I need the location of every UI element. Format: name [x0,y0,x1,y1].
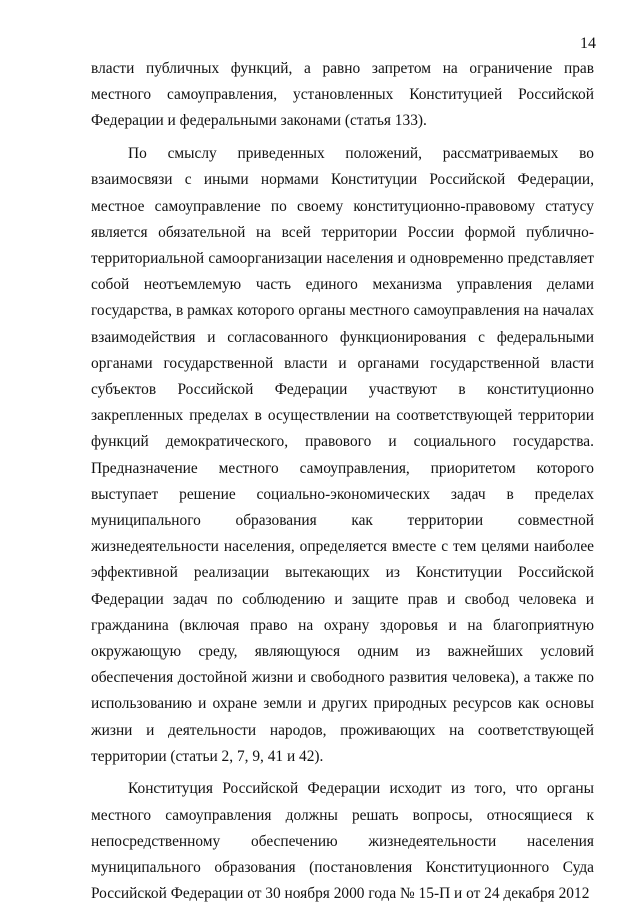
page-number: 14 [580,35,596,52]
document-body [91,56,594,908]
paragraph-continuation: власти публичных функций, а равно запретом на ограничение прав местного самоуправления, установленных Конституцией Российской Федерации и федеральными законами (статья 133). [91,60,594,130]
paragraph-local-self-government-status: По смыслу приведенных положений, рассматриваемых во взаимосвязи с иными нормами Конституции Российской Федерации, местное самоуправление по своему конституционно-правовому статусу является обязательной на всей территории России формой публично-территориальной самоорганизации населения и одновременно представляет собой неотъемлемую часть единого механизма управления делами государства, в рамках которого органы местного самоуправления на началах взаимодействия и согласованного функционирования с федеральными органами государственной власти и органами государственной власти субъектов Российской Федерации участвуют в конституционно закрепленных пределах в осуществлении на соответствующей территории функций демократического, правового и социального государства. Предназначение местного самоуправления, приоритетом которого выступает решение социально-экономических задач в пределах муниципального образования как территории совместной жизнедеятельности населения, определяется вместе с тем целями наиболее эффективной реализации вытекающих из Конституции Российской Федерации задач по соблюдению и защите прав и свобод человека и гражданина (включая право на охрану здоровья и на благоприятную окружающую среду, являющуюся одним из важнейших условий обеспечения достойной жизни и свободного развития человека), а также по использованию и охране земли и других природных ресурсов как основы жизни и деятельности народов, проживающих на соответствующей территории (статьи 2, 7, 9, 41 и 42). [91,145,594,765]
paragraph-constitution-local-authorities: Конституция Российской Федерации исходит из того, что органы местного самоуправления должны решать вопросы, относящиеся к непосредственному обеспечению жизнедеятельности населения муниципального образования (постановления Конституционного Суда Российской Федерации от 30 ноября 2000 года № 15-П и от 24 декабря 2012 [91,780,594,903]
